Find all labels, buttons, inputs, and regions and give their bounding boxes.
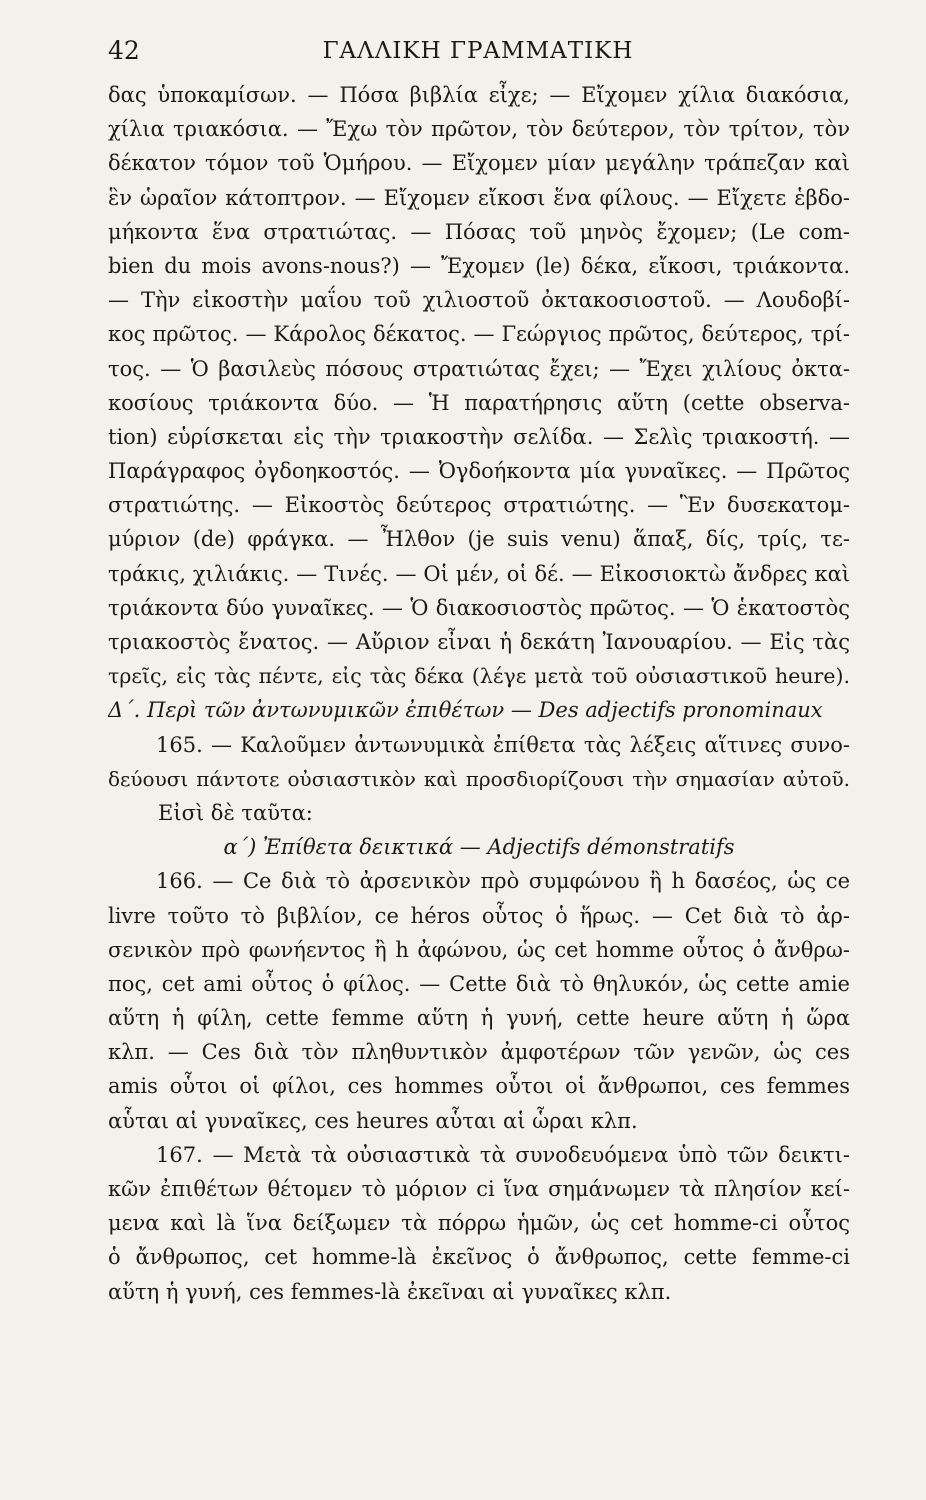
paragraph-167-start: 167. — Μετὰ τὰ οὐσιαστικὰ τὰ συνοδευόμενα ὑπὸ τῶν δεικτι- <box>156 1142 850 1167</box>
text-line: μενα καὶ là ἵνα δείξωμεν τὰ πόρρω ἡμῶν, ὡς cet homme-ci οὗτος <box>108 1211 850 1236</box>
text-line: δεύουσι πάντοτε οὐσιαστικὸν καὶ προσδιορίζουσι τὴν σημασίαν αὐτοῦ. <box>108 766 850 791</box>
text-line: ὁ ἄνθρωπος, cet homme-là ἐκεῖνος ὁ ἄνθρωπος, cette femme-ci <box>108 1245 850 1270</box>
text-line: μύριον (de) φράγκα. — Ἦλθον (je suis venu) ἅπαξ, δίς, τρίς, τε- <box>108 527 850 552</box>
text-line: τριάκοντα δύο γυναῖκες. — Ὁ διακοσιοστὸς πρῶτος. — Ὁ ἑκατοστὸς <box>108 595 850 620</box>
text-line: αὗται αἱ γυναῖκες, ces heures αὗται αἱ ὧραι κλπ. <box>108 1108 638 1133</box>
text-line: αὕτη ἡ γυνή, ces femmes-là ἐκεῖναι αἱ γυναῖκες κλπ. <box>108 1279 672 1304</box>
text-line: τρεῖς, εἰς τὰς πέντε, εἰς τὰς δέκα (λέγε μετὰ τοῦ οὐσιαστικοῦ heure). <box>108 664 850 689</box>
text-line: σενικὸν πρὸ φωνήεντος ἢ h ἀφώνου, ὡς cet homme οὗτος ὁ ἄνθρω- <box>108 937 850 962</box>
text-line: ἓν ὡραῖον κάτοπτρον. — Εἴχομεν εἴκοσι ἕνα φίλους. — Εἴχετε ἑβδο- <box>108 185 850 210</box>
text-line: μήκοντα ἕνα στρατιώτας. — Πόσας τοῦ μηνὸς ἔχομεν; (Le com- <box>108 219 850 244</box>
text-line: tion) εὑρίσκεται εἰς τὴν τριακοστὴν σελίδα. — Σελὶς τριακοστή. — <box>108 424 850 449</box>
text-line: αὕτη ἡ φίλη, cette femme αὕτη ἡ γυνή, cette heure αὕτη ἡ ὥρα <box>108 1006 850 1031</box>
text-line: bien du mois avons-nous?) — Ἔχομεν (le) δέκα, εἴκοσι, τριάκοντα. <box>108 253 850 278</box>
text-line: κλπ. — Ces διὰ τὸν πληθυντικὸν ἀμφοτέρων τῶν γενῶν, ὡς ces <box>108 1040 850 1065</box>
text-line: Εἰσὶ δὲ ταῦτα: <box>158 800 313 825</box>
page-number: 42 <box>108 36 140 65</box>
text-line: τριακοστὸς ἔνατος. — Αὔριον εἶναι ἡ δεκάτη Ἰανουαρίου. — Εἰς τὰς <box>108 630 850 654</box>
text-line: — Τὴν εἰκοστὴν μαΐου τοῦ χιλιοστοῦ ὀκτακοσιοστοῦ. — Λουδοβί- <box>108 288 850 313</box>
text-line: κος πρῶτος. — Κάρολος δέκατος. — Γεώργιος πρῶτος, δεύτερος, τρί- <box>108 322 850 347</box>
text-line: πος, cet ami οὗτος ὁ φίλος. — Cette διὰ τὸ θηλυκόν, ὡς cette amie <box>108 971 850 996</box>
paragraph-165-start: 165. — Καλοῦμεν ἀντωνυμικὰ ἐπίθετα τὰς λέξεις αἵτινες συνο- <box>156 732 850 757</box>
paragraph-166-start: 166. — Ce διὰ τὸ ἀρσενικὸν πρὸ συμφώνου ἢ h δασέος, ὡς ce <box>156 869 850 894</box>
text-line: χίλια τριακόσια. — Ἔχω τὸν πρῶτον, τὸν δεύτερον, τὸν τρίτον, τὸν <box>108 117 850 142</box>
text-line: τράκις, χιλιάκις. — Τινές. — Οἱ μέν, οἱ δέ. — Εἰκοσιοκτὼ ἄνδρες καὶ <box>108 561 850 586</box>
text-line: δας ὑποκαμίσων. — Πόσα βιβλία εἶχε; — Εἴχομεν χίλια διακόσια, <box>108 83 850 107</box>
subsection-heading: α΄) Ἐπίθετα δεικτικά — Adjectifs démonstratifs <box>223 835 735 860</box>
text-line: amis οὗτοι οἱ φίλοι, ces hommes οὗτοι οἱ ἄνθρωποι, ces femmes <box>108 1074 850 1099</box>
text-line: δέκατον τόμον τοῦ Ὁμήρου. — Εἴχομεν μίαν μεγάλην τράπεζαν καὶ <box>108 151 850 176</box>
text-line: Παράγραφος ὀγδοηκοστός. — Ὀγδοήκοντα μία γυναῖκες. — Πρῶτος <box>108 459 850 484</box>
text-line: κῶν ἐπιθέτων θέτομεν τὸ μόριον ci ἵνα σημάνωμεν τὰ πλησίον κεί- <box>108 1177 850 1201</box>
text-line: κοσίους τριάκοντα δύο. — Ἡ παρατήρησις αὕτη (cette observa- <box>108 390 850 415</box>
body-text <box>108 78 850 1309</box>
section-heading: Δ΄. Περὶ τῶν ἀντωνυμικῶν ἐπιθέτων — Des adjectifs pronominaux <box>108 698 823 723</box>
page-header <box>108 36 848 76</box>
running-title: ΓΑΛΛΙΚΗ ΓΡΑΜΜΑΤΙΚΗ <box>322 38 634 64</box>
text-line: στρατιώτης. — Εἰκοστὸς δεύτερος στρατιώτης. — Ἓν δυσεκατομ- <box>108 493 850 518</box>
text-line: livre τοῦτο τὸ βιβλίον, ce héros οὗτος ὁ ἥρως. — Cet διὰ τὸ ἀρ- <box>108 903 850 928</box>
text-line: τος. — Ὁ βασιλεὺς πόσους στρατιώτας ἔχει; — Ἔχει χιλίους ὀκτα- <box>108 356 850 381</box>
